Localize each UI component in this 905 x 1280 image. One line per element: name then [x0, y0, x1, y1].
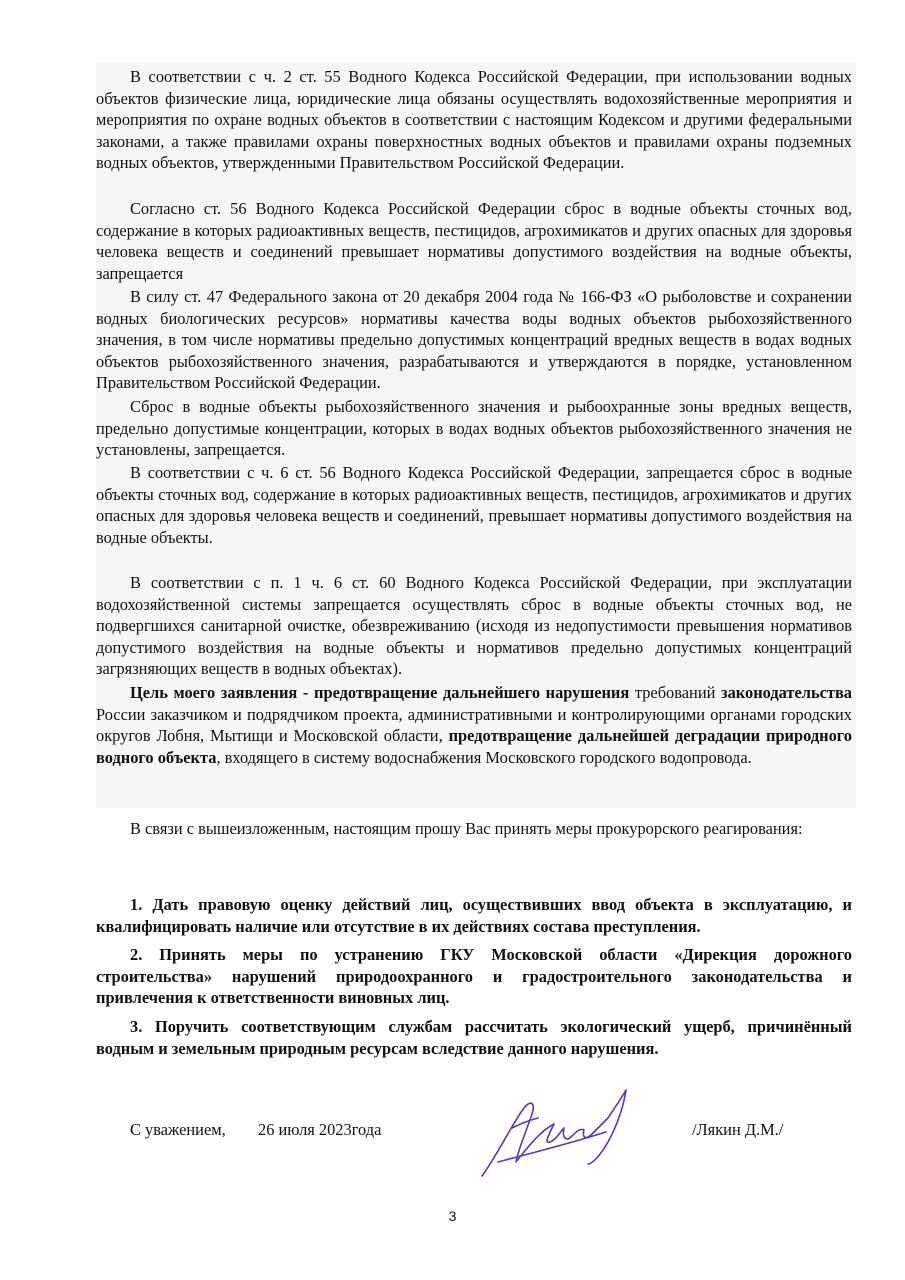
paragraph-goal — [96, 682, 852, 768]
paragraph-water-code-56-6: В соответствии с ч. 6 ст. 56 Водного Кодекса Российской Федерации, запрещается сброс в водные объекты сточных вод, содержание в которых радиоактивных веществ, пестицидов, агрохимикатов и других опасных для здоровья человека веществ и соединений, превышает нормативы допустимого воздействия на водные объекты. — [96, 463, 852, 547]
goal-bold-1: Цель моего заявления - предотвращение дальнейшего нарушения — [130, 683, 630, 702]
goal-text-2: России заказчиком и подрядчиком проекта, административными и контролирующими органами городских округов Лобня, Мытищи и Московской области, — [96, 704, 852, 746]
paragraph-water-code-60: В соответствии с п. 1 ч. 6 ст. 60 Водного Кодекса Российской Федерации, при эксплуатации водохозяйственной системы запрещается осуществлять сброс в водные объекты сточных вод, не подвергшихся санитарной очистке, обезвреживанию (исходя из недопустимости превышения нормативов допустимого воздействия на водные объекты и нормативов предельно допустимых концентраций загрязняющих веществ в водных объектах). — [96, 573, 852, 679]
request-item-2: 2. Принять меры по устранению ГКУ Московской области «Дирекция дорожного строительства» нарушений природоохранного и градостроительного законодательства и привлечения к ответственности виновных лиц. — [96, 945, 852, 1008]
paragraph-fishery-discharge: Сброс в водные объекты рыбохозяйственного значения и рыбоохранные зоны вредных веществ, предельно допустимые концентрации, которых в водах водных объектов рыбохозяйственного значения не установлены, запрещается. — [96, 397, 852, 460]
goal-bold-3: предотвращение дальнейшей деградации природного водного объекта — [96, 726, 852, 767]
request-item-3: 3. Поручить соответствующим службам рассчитать экологический ущерб, причинённый водным и земельным природным ресурсам вследствие данного нарушения. — [96, 1017, 852, 1058]
paragraph-request: В связи с вышеизложенным, настоящим прошу Вас принять меры прокурорского реагирования: — [130, 819, 803, 838]
paragraph-water-code-55: В соответствии с ч. 2 ст. 55 Водного Кодекса Российской Федерации, при использовании водных объектов физические лица, юридические лица обязаны осуществлять водохозяйственные мероприятия и мероприятия по охране водных объектов в соответствии с настоящим Кодексом и другими федеральными законами, а также правилами охраны поверхностных водных объектов и правилами охраны подземных водных объектов, утвержденными Правительством Российской Федерации. — [96, 67, 852, 173]
paragraph-water-code-56: Согласно ст. 56 Водного Кодекса Российской Федерации сброс в водные объекты сточных вод, содержание в которых радиоактивных веществ, пестицидов, агрохимикатов и других опасных для здоровья человека веществ и соединений превышает нормативы допустимого воздействия на водные объекты, запрещается — [96, 199, 852, 283]
goal-bold-2: законодательства — [721, 683, 852, 702]
goal-text-1: требований — [629, 683, 721, 702]
closing-name: /Лякин Д.М./ — [692, 1120, 784, 1139]
closing-regards: С уважением, — [130, 1120, 226, 1139]
paragraph-fishing-law-47: В силу ст. 47 Федерального закона от 20 декабря 2004 года № 166-ФЗ «О рыболовстве и сохранении водных биологических ресурсов» нормативы качества воды водных объектов рыбохозяйственного значения, в том числе нормативы предельно допустимых концентраций вредных веществ в водах водных объектов рыбохозяйственного значения, разрабатываются и утверждаются в порядке, установленном Правительством Российской Федерации. — [96, 287, 852, 393]
handwritten-signature — [478, 1084, 638, 1184]
closing-date: 26 июля 2023года — [258, 1120, 382, 1139]
page-number: 3 — [448, 1208, 457, 1224]
goal-text-3: , входящего в систему водоснабжения Московского городского водопровода. — [216, 747, 752, 767]
request-item-1: 1. Дать правовую оценку действий лиц, осуществивших ввод объекта в эксплуатацию, и квалифицировать наличие или отсутствие в их действиях состава преступления. — [96, 895, 852, 936]
